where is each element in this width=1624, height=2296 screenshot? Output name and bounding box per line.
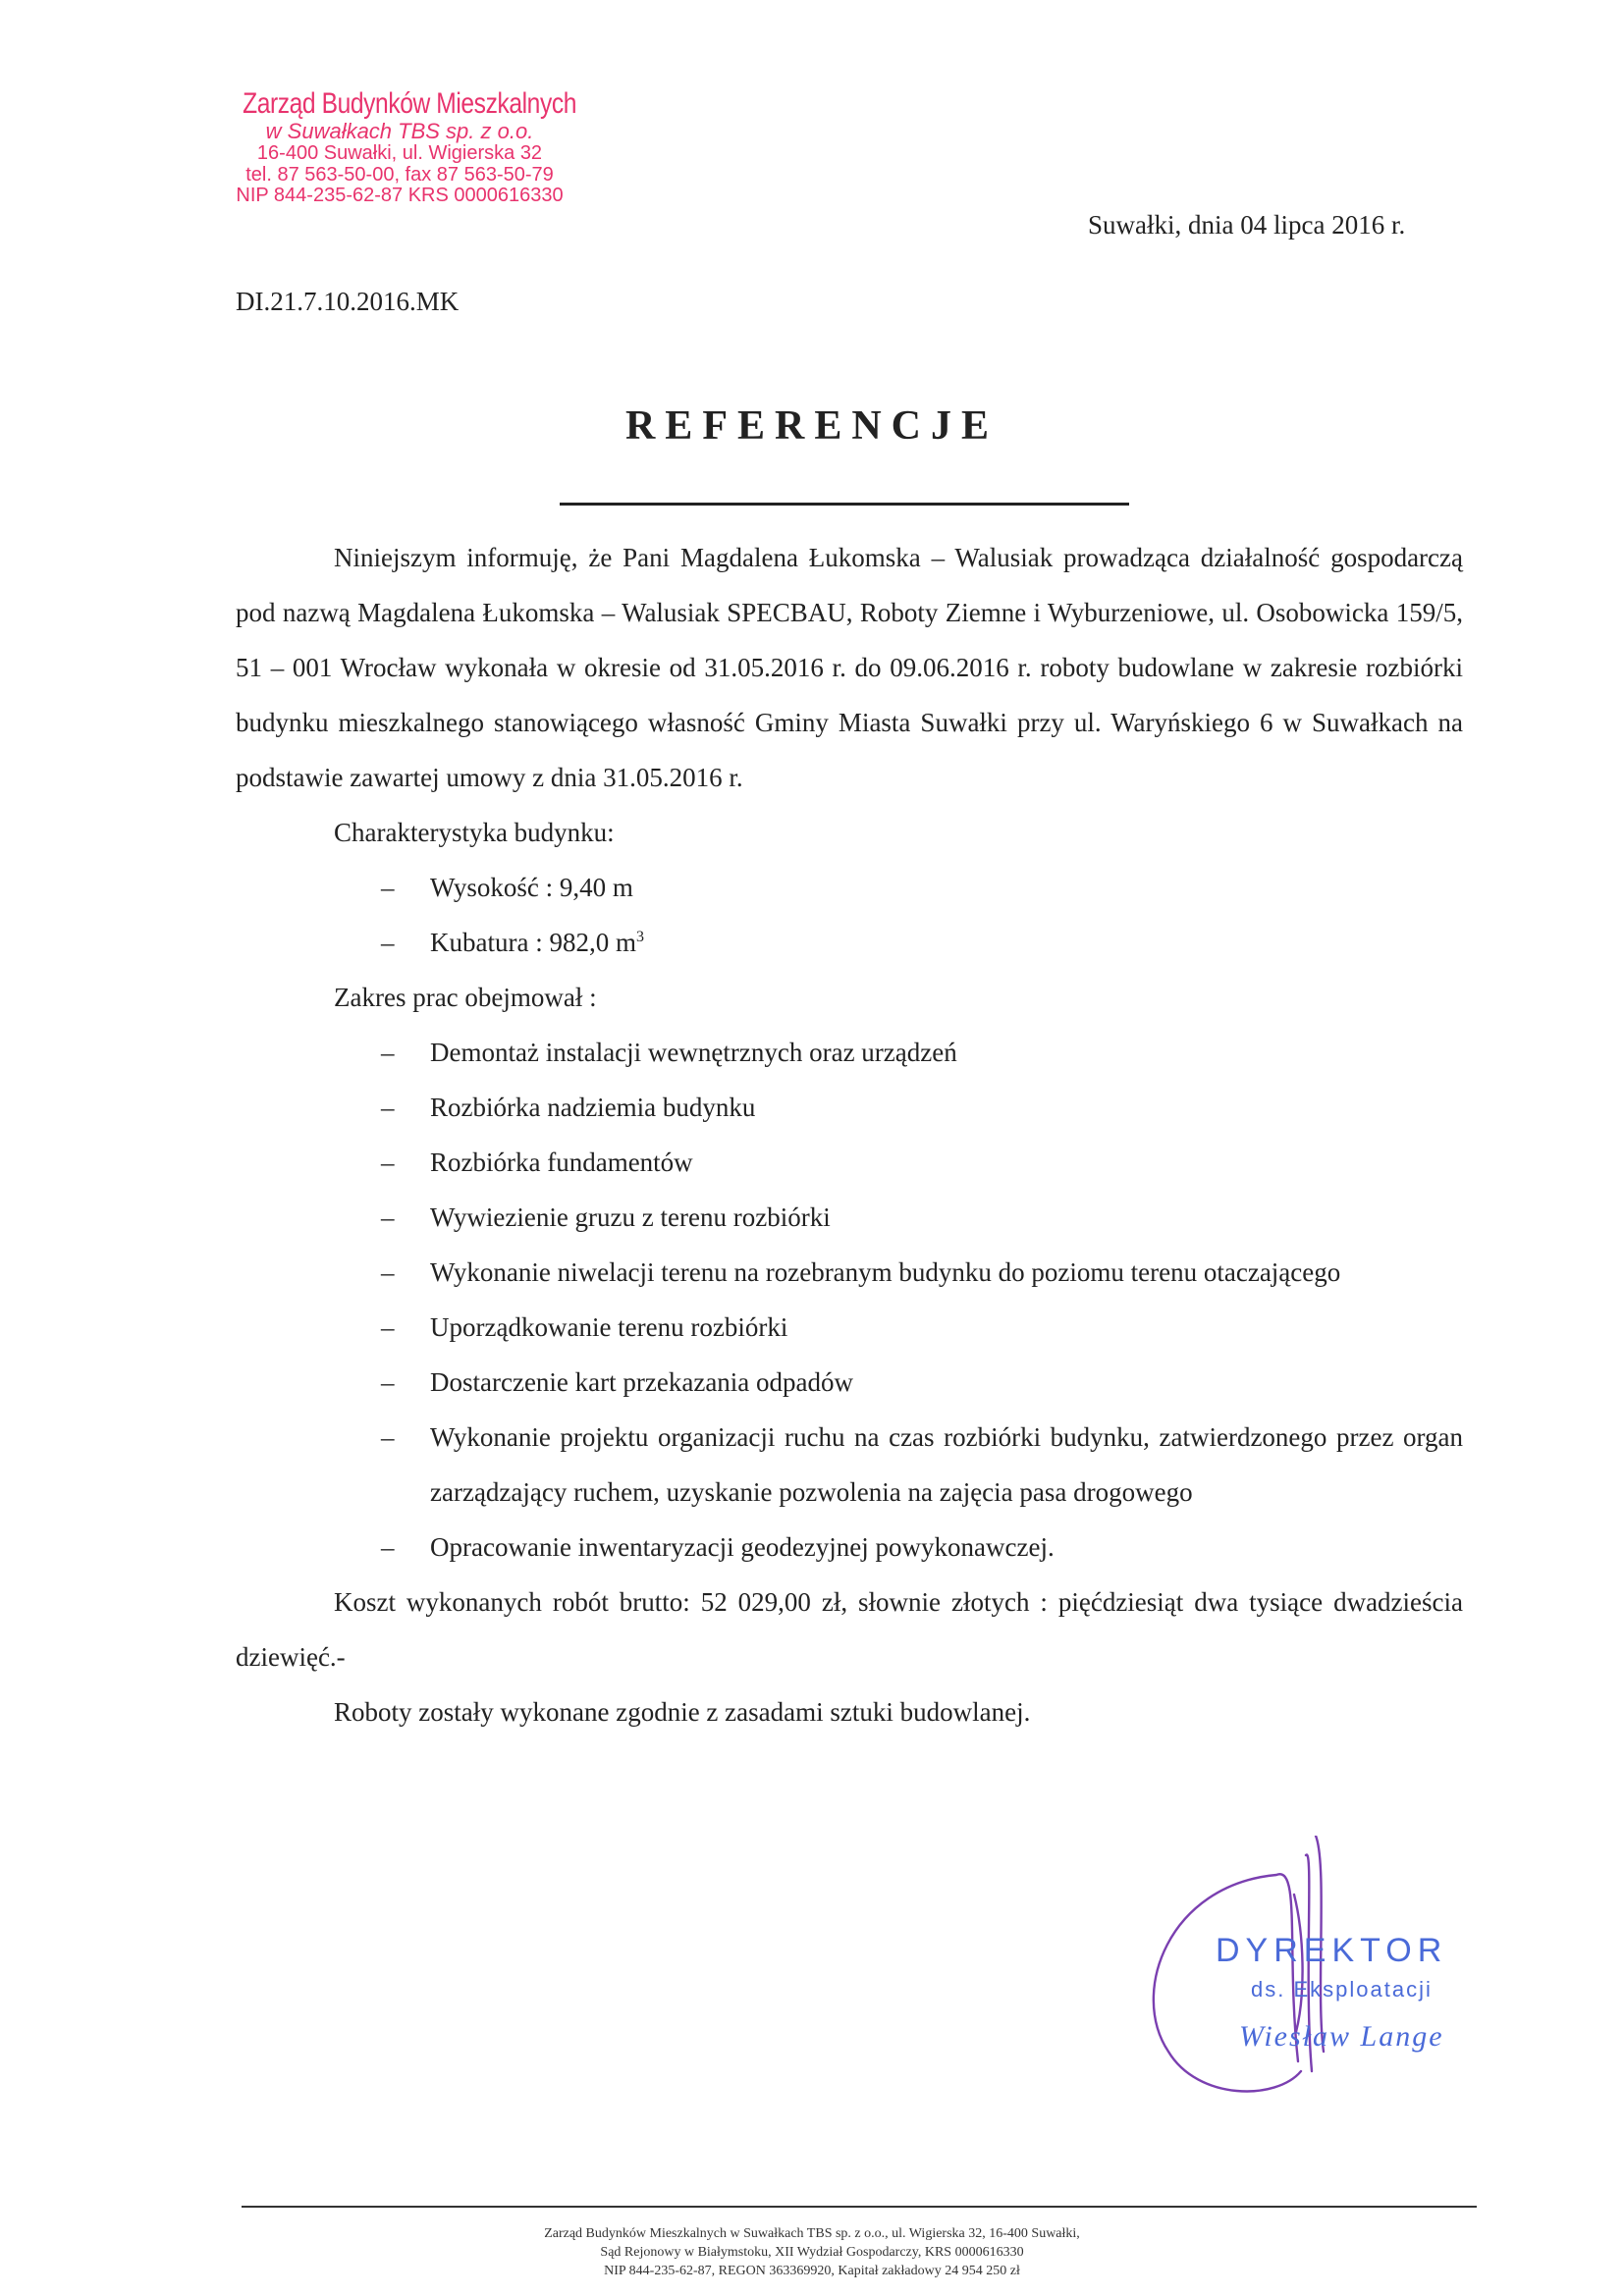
cost-paragraph: Koszt wykonanych robót brutto: 52 029,00 zł, słownie złotych : pięćdziesiąt dwa tysiące dwadzieścia dziewięć.- <box>236 1587 1463 1672</box>
building-heading: Charakterystyka budynku: <box>334 818 615 847</box>
building-volume-text: Kubatura : 982,0 m <box>430 928 636 957</box>
footer-rule <box>242 2206 1477 2208</box>
building-height: – Wysokość : 9,40 m <box>381 860 1463 915</box>
building-list <box>236 860 1463 970</box>
list-item: – Uporządkowanie terenu rozbiórki <box>381 1300 1463 1355</box>
letterhead-stamp <box>208 88 591 207</box>
list-item: – Rozbiórka fundamentów <box>381 1135 1463 1190</box>
building-volume <box>381 915 1463 970</box>
building-volume-exponent: 3 <box>635 929 644 945</box>
list-item: – Rozbiórka nadziemia budynku <box>381 1080 1463 1135</box>
list-item: – Dostarczenie kart przekazania odpadów <box>381 1355 1463 1410</box>
scope-list <box>236 1025 1463 1575</box>
signature-title: DYREKTOR <box>1216 1932 1448 1969</box>
reference-number: DI.21.7.10.2016.MK <box>236 287 460 316</box>
footer-line: NIP 844-235-62-87, REGON 363369920, Kapitał zakładowy 24 954 250 zł <box>604 2264 1020 2278</box>
letterhead-address: 16-400 Suwałki, ul. Wigierska 32 <box>256 142 543 165</box>
scope-heading: Zakres prac obejmował : <box>334 983 597 1012</box>
signature-department: ds. Eksploatacji <box>1251 1977 1433 2002</box>
signature-stamp <box>1129 1836 1502 2120</box>
place-date: Suwałki, dnia 04 lipca 2016 r. <box>1088 210 1406 240</box>
list-item: – Opracowanie inwentaryzacji geodezyjnej powykonawczej. <box>381 1520 1463 1575</box>
letterhead-phone: tel. 87 563-50-00, fax 87 563-50-79 <box>245 163 554 186</box>
footer <box>0 2224 1624 2280</box>
signature-name: Wiesław Lange <box>1239 2020 1444 2053</box>
letterhead-company-name: Zarząd Budynków Mieszkalnych <box>243 87 577 120</box>
letterhead-ids: NIP 844-235-62-87 KRS 0000616330 <box>236 185 564 207</box>
title-underline <box>560 503 1129 506</box>
closing-paragraph: Roboty zostały wykonane zgodnie z zasadami sztuki budowlanej. <box>334 1697 1031 1727</box>
list-item: – Demontaż instalacji wewnętrznych oraz urządzeń <box>381 1025 1463 1080</box>
intro-paragraph: Niniejszym informuję, że Pani Magdalena Łukomska – Walusiak prowadząca działalność gospodarczą pod nazwą Magdalena Łukomska – Walusiak SPECBAU, Roboty Ziemne i Wyburzeniowe, ul. Osobowicka 159/5, 51 – 001 Wrocław wykonała w okresie od 31.05.2016 r. do 09.06.2016 r. roboty budowlane w zakresie rozbiórki budynku mieszkalnego stanowiącego własność Gminy Miasta Suwałki przy ul. Waryńskiego 6 w Suwałkach na podstawie zawartej umowy z dnia 31.05.2016 r. <box>236 543 1463 792</box>
list-item: – Wykonanie projektu organizacji ruchu na czas rozbiórki budynku, zatwierdzonego przez organ zarządzający ruchem, uzyskanie pozwolenia na zajęcia pasa drogowego <box>381 1410 1463 1520</box>
document-title: REFERENCJE <box>624 403 1000 449</box>
footer-line: Sąd Rejonowy w Białymstoku, XII Wydział Gospodarczy, KRS 0000616330 <box>600 2245 1024 2260</box>
footer-line: Zarząd Budynków Mieszkalnych w Suwałkach TBS sp. z o.o., ul. Wigierska 32, 16-400 Suwałki, <box>544 2226 1080 2241</box>
list-item: – Wywiezienie gruzu z terenu rozbiórki <box>381 1190 1463 1245</box>
letter-body <box>236 530 1463 1739</box>
list-item: – Wykonanie niwelacji terenu na rozebranym budynku do poziomu terenu otaczającego <box>381 1245 1463 1300</box>
letterhead-company-sub: w Suwałkach TBS sp. z o.o. <box>265 119 534 144</box>
